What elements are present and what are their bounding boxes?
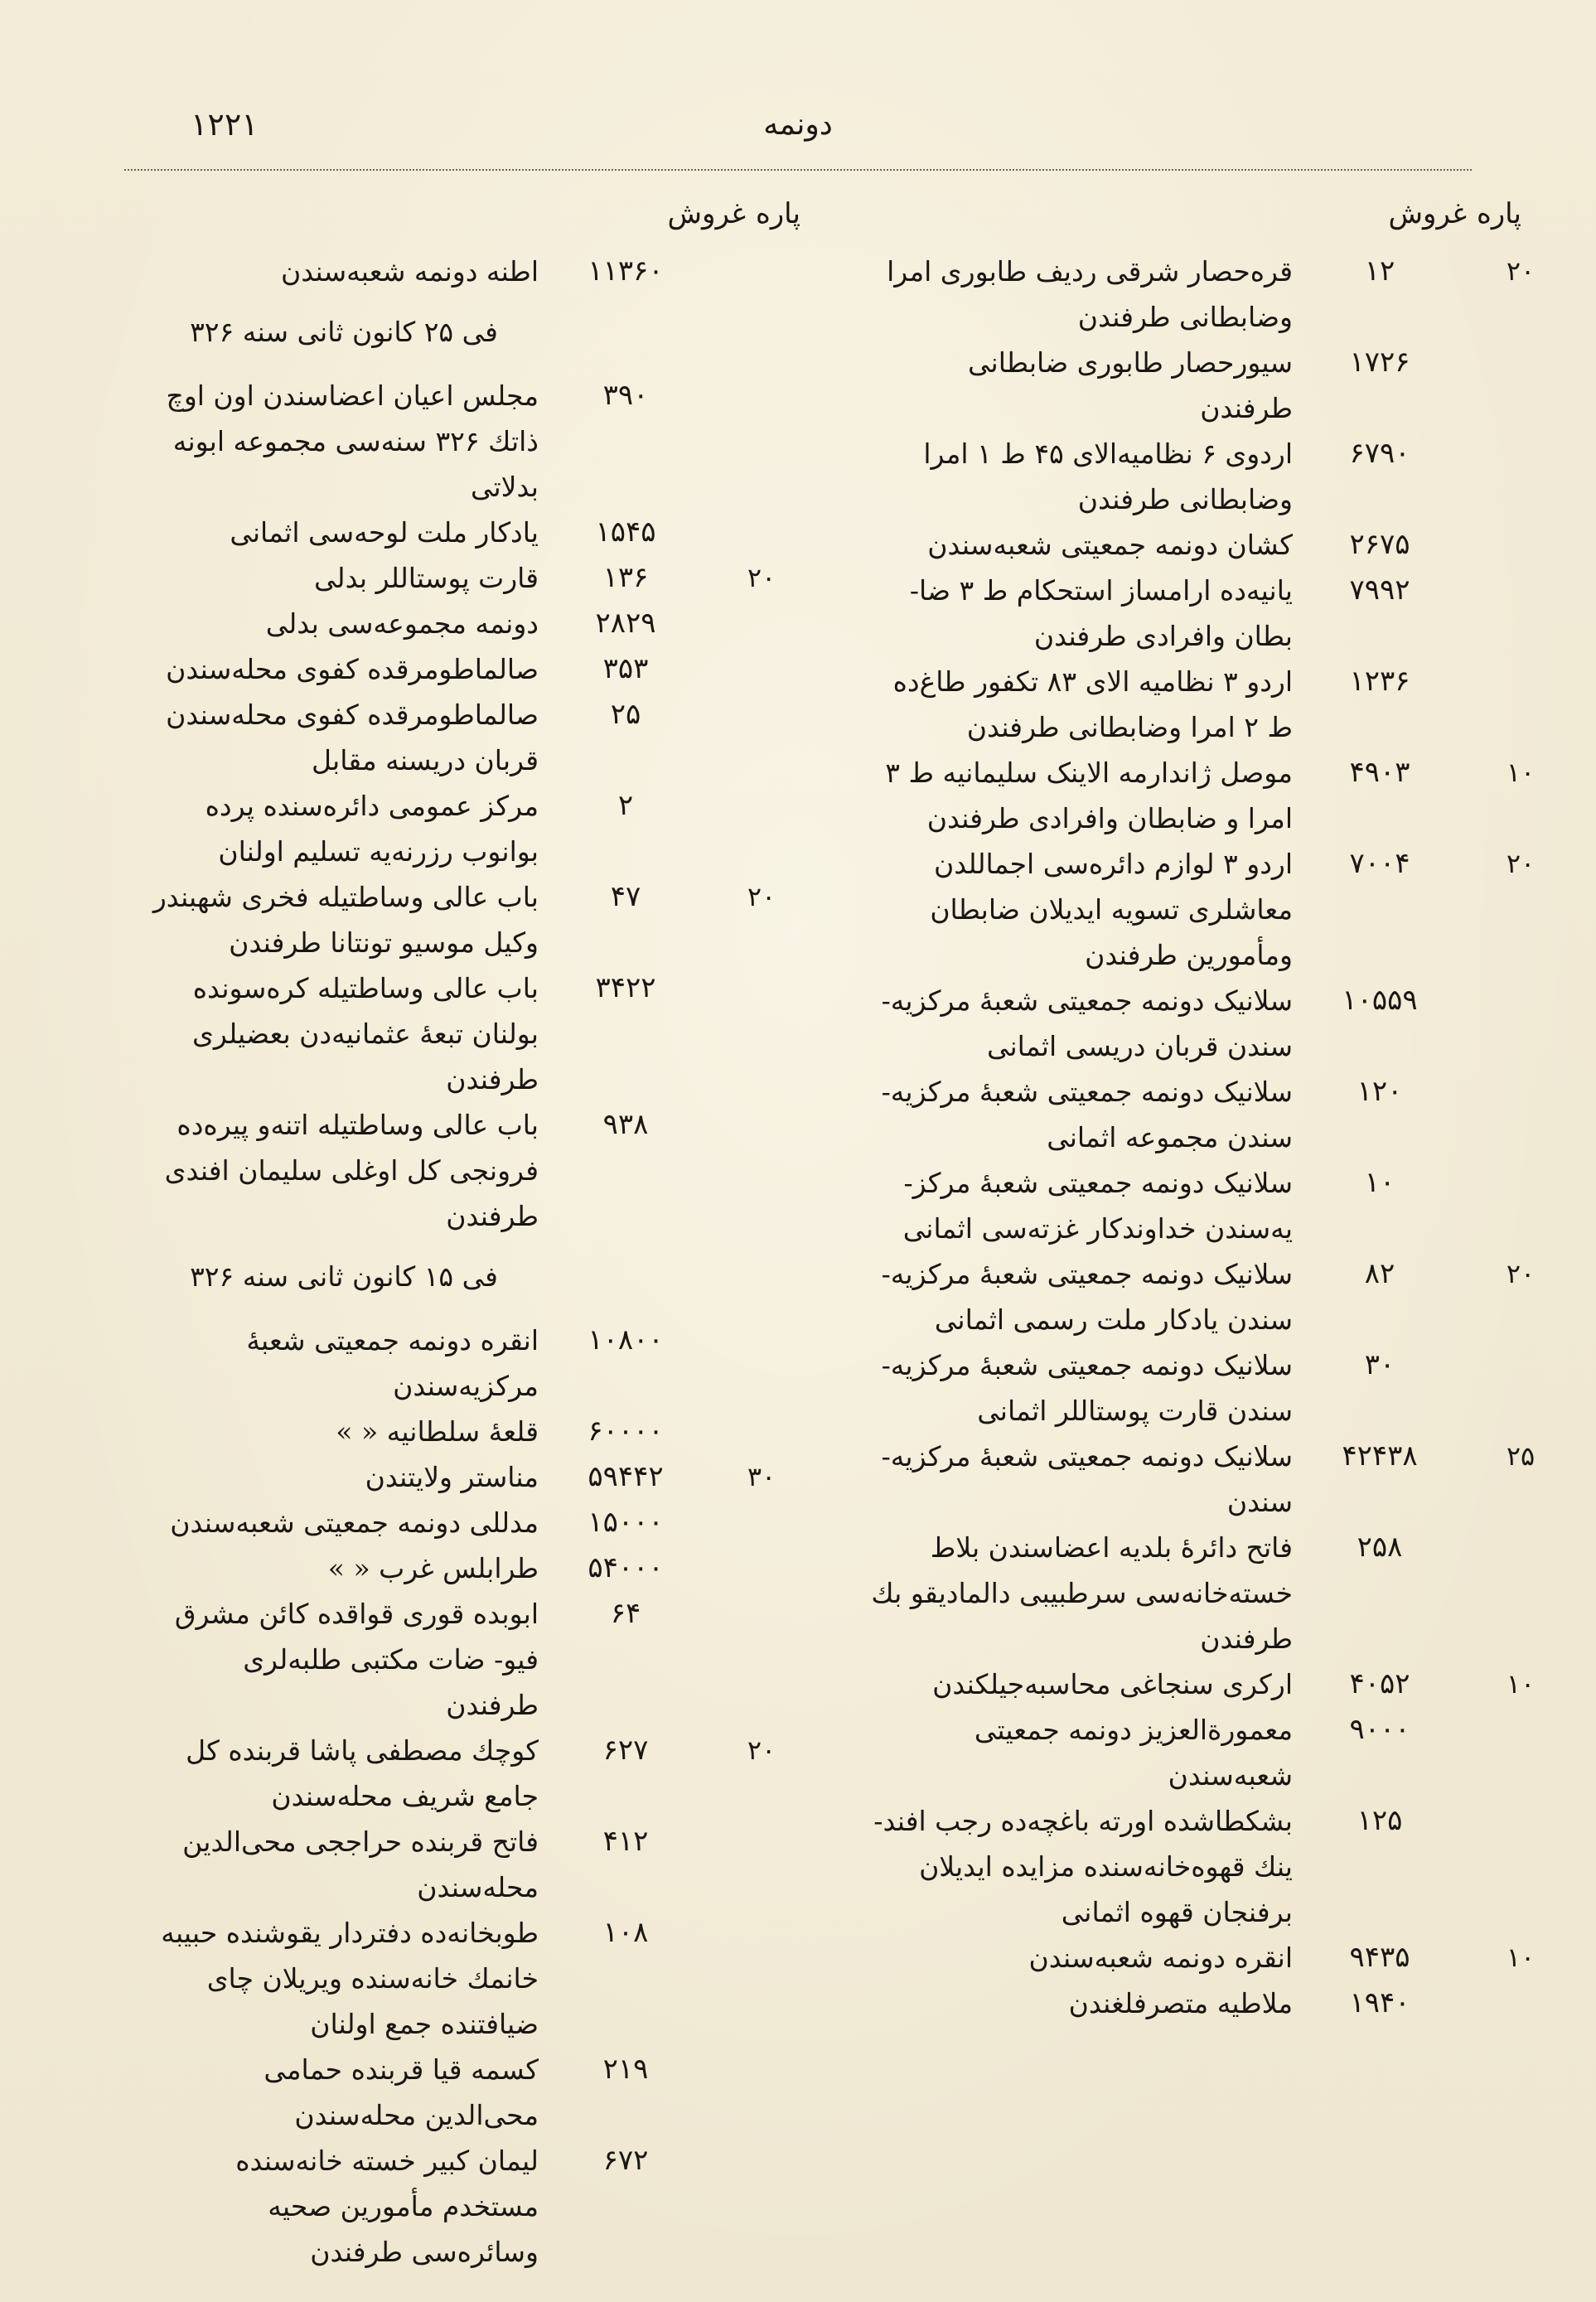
ghrush-header: غروش: [1388, 197, 1467, 230]
ghrush-amount: ۴۹۰۳: [1349, 756, 1410, 789]
ledger-entry: [149, 1102, 779, 1239]
ghrush-amount: ۲۸۲۹: [595, 607, 656, 640]
column-header: [149, 191, 800, 249]
date-heading: [149, 309, 779, 355]
ghrush-amount: ۷۰۰۴: [1349, 847, 1410, 880]
entry-description: طوبخانه‌ده دفتردار یقوشنده حبیبه خانمك خانه‌سنده ویریلان چای ضیافتنده جمع اولنان: [161, 1917, 539, 2040]
entry-description: مجلس اعیان اعضاسندن اون اوچ ذاتك ۳۲۶ سنه‌سی مجموعه ابونه بدلاتی: [166, 380, 539, 503]
header-rule: [124, 169, 1472, 171]
para-amount: ۳۰: [747, 1461, 776, 1492]
ghrush-amount: ۲۵: [610, 698, 641, 731]
ghrush-amount: ۱۹۴۰: [1349, 1986, 1410, 2019]
entry-description: باب عالی وساطتیله اتنه‌و پیره‌ده فرونجی کل اوغلی سلیمان افندی طرفندن: [164, 1109, 539, 1232]
ghrush-amount: ۱۷۲۶: [1349, 346, 1410, 379]
ghrush-amount: ۲۶۷۵: [1349, 528, 1410, 561]
ledger-entry: [870, 1661, 1536, 1707]
entry-description: ارکری سنجاغی محاسبه‌جیلکندن: [932, 1668, 1293, 1700]
ghrush-amount: ۲۱۹: [602, 2053, 649, 2086]
ledger-entry: [149, 1728, 779, 1819]
ledger-entry: [149, 692, 779, 783]
entry-description: اردو ۳ نظامیه الای ۸۳ تکفور طاغ‌ده ط ۲ امرا وضابطانی طرفندن: [892, 665, 1293, 743]
ledger-entry: [870, 249, 1536, 340]
para-amount: ۲۰: [747, 881, 776, 912]
ghrush-amount: ۱۲۳۶: [1349, 665, 1410, 698]
entry-description: کوچك مصطفی پاشا قربنده کل جامع شریف محله‌سندن: [186, 1734, 539, 1812]
ledger-entry: [149, 965, 779, 1102]
para-amount: ۱۰: [1506, 1668, 1536, 1700]
ledger-entry: [149, 555, 779, 601]
entry-description: باب عالی وساطتیله فخری شهبندر وکیل موسیو تونتانا طرفندن: [152, 881, 539, 959]
entry-description: سلانیک دونمه جمعیتی شعبهٔ مرکزیه- سندن مجموعه اثمانی: [881, 1076, 1293, 1153]
ghrush-amount: ۲۵۸: [1357, 1531, 1403, 1564]
ledger-entry: [870, 1525, 1500, 1661]
ledger-entry: [149, 1454, 779, 1500]
ledger-entry: [870, 1798, 1500, 1935]
ledger-entry: [149, 601, 779, 646]
entry-description: کسمه قیا قربنده حمامی محی‌الدین محله‌سندن: [264, 2053, 539, 2131]
right-column: [870, 191, 1536, 2026]
para-amount: ۱۰: [1506, 757, 1536, 788]
ghrush-amount: ۴۲۴۳۸: [1342, 1439, 1418, 1473]
entry-description: مدللی دونمه جمعیتی شعبه‌سندن: [170, 1506, 539, 1539]
ghrush-amount: ۱۵۰۰۰: [588, 1506, 664, 1539]
entry-description: سلانیک دونمه جمعیتی شعبهٔ مرکزیه- سندن قربان دریسی اثمانی: [881, 984, 1293, 1062]
ledger-entry: [870, 750, 1536, 841]
entry-description: فاتح دائرهٔ بلدیه اعضاسندن بلاط خسته‌خانه‌سی سرطبیبی دالمادیقو بك طرفندن: [871, 1531, 1293, 1655]
entry-description: قره‌حصار شرقی ردیف طابوری امرا وضابطانی طرفندن: [887, 255, 1293, 333]
ghrush-amount: ۳۴۲۲: [595, 971, 656, 1004]
ledger-entry: [149, 1500, 779, 1545]
ghrush-amount: ۷۹۹۲: [1349, 573, 1410, 607]
ledger-entry: [870, 1251, 1536, 1342]
para-amount: ۱۰: [1506, 1942, 1536, 1973]
ledger-entry: [149, 1910, 779, 2047]
ghrush-amount: ۶۰۰۰۰: [588, 1415, 664, 1448]
ledger-entry: [149, 783, 779, 874]
entry-description: قلعهٔ سلطانیه « »: [336, 1415, 539, 1448]
ledger-entry: [149, 1409, 779, 1454]
ghrush-amount: ۳۰: [1364, 1348, 1395, 1381]
entry-description: لیمان کبیر خسته خانه‌سنده مستخدم مأمورین صحیه وسائره‌سی طرفندن: [235, 2145, 539, 2268]
entry-description: سلانیک دونمه جمعیتی شعبهٔ مرکزیه- سندن: [881, 1440, 1293, 1518]
ghrush-amount: ۱۰۵۵۹: [1342, 984, 1418, 1017]
page-header: [124, 106, 1472, 164]
entry-description: سلانیک دونمه جمعیتی شعبهٔ مرکز- یه‌سندن خداوندکار غزته‌سی اثمانی: [902, 1167, 1293, 1245]
ledger-entry: [870, 1434, 1536, 1525]
ledger-entry: [870, 978, 1500, 1069]
ghrush-amount: ۵۹۴۴۲: [588, 1460, 664, 1493]
ghrush-amount: ۱۵۴۵: [595, 515, 656, 549]
left-entries: [149, 249, 779, 2275]
ledger-entry: [149, 1545, 779, 1591]
entry-description: طرابلس غرب « »: [327, 1552, 539, 1584]
ghrush-amount: ۳۹۰: [602, 379, 649, 412]
entry-description: سیورحصار طابوری ضابطانی طرفندن: [968, 346, 1293, 424]
entry-description: اردوی ۶ نظامیه‌الای ۴۵ ط ۱ امرا وضابطانی طرفندن: [923, 438, 1293, 515]
entry-description: باب عالی وساطتیله کره‌سونده بولنان تبعهٔ عثمانیه‌دن بعضیلری طرفندن: [192, 972, 539, 1095]
ghrush-amount: ۱۱۳۶۰: [588, 254, 664, 288]
ghrush-amount: ۱۰۸۰۰: [588, 1323, 664, 1357]
left-column: [149, 191, 800, 2275]
ledger-entry: [870, 1069, 1500, 1160]
para-header: پاره: [755, 197, 800, 230]
ledger-entry: [149, 646, 779, 692]
entry-description: اردو ۳ لوازم دائره‌سی اجماللدن معاشلری تسویه ایدیلان ضابطان ومأمورین طرفندن: [930, 848, 1293, 971]
ledger-entry: [870, 1980, 1500, 2026]
ghrush-amount: ۴۱۲: [602, 1825, 649, 1858]
date-text: فی ۱۵ کانون ثانی سنه ۳۲۶: [190, 1260, 498, 1293]
para-amount: ۲۰: [1506, 848, 1536, 879]
ghrush-header: غروش: [667, 197, 746, 230]
ghrush-amount: ۱۳۶: [602, 561, 649, 594]
ghrush-amount: ۶۷۲: [602, 2144, 649, 2177]
para-amount: ۲۰: [747, 1734, 776, 1766]
entry-description: انقره دونمه شعبه‌سندن: [1028, 1942, 1293, 1974]
entry-description: یادکار ملت لوحه‌سی اثمانی: [230, 516, 539, 549]
ghrush-amount: ۱۰: [1364, 1166, 1395, 1199]
entry-description: انقره دونمه جمعیتی شعبهٔ مرکزیه‌سندن: [246, 1324, 539, 1402]
right-entries: [870, 249, 1536, 2026]
ledger-entry: [870, 659, 1500, 750]
ledger-entry: [149, 1591, 779, 1728]
ledger-entry: [149, 1819, 779, 1910]
ledger-entry: [149, 1318, 779, 1409]
ghrush-amount: ۶۴: [610, 1597, 641, 1630]
ledger-entry: [870, 1160, 1500, 1251]
entry-description: سلانیک دونمه جمعیتی شعبهٔ مرکزیه- سندن یادکار ملت رسمی اثمانی: [881, 1258, 1293, 1336]
entry-description: معمورة‌العزیز دونمه جمعیتی شعبه‌سندن: [974, 1714, 1293, 1792]
ghrush-amount: ۴۷: [610, 880, 641, 913]
ledger-entry: [149, 510, 779, 555]
entry-description: اطنه دونمه شعبه‌سندن: [280, 255, 539, 288]
ghrush-amount: ۹۴۳۵: [1349, 1941, 1410, 1974]
ghrush-amount: ۲: [617, 789, 634, 822]
entry-description: ابوبده قوری قواقده کائن مشرق فیو- ضات مکتبی طلبه‌لری طرفندن: [174, 1598, 539, 1721]
entry-description: صالماطومرقده کفوی محله‌سندن: [166, 653, 539, 685]
entry-description: بشکطاشده اورته باغچه‌ده رجب افند- ینك قهوه‌خانه‌سنده مزایده ایدیلان برفنجان قهوه اثمانی: [873, 1805, 1293, 1928]
para-amount: ۲۰: [1506, 1258, 1536, 1289]
para-header: پاره: [1476, 197, 1521, 230]
ghrush-amount: ۴۰۵۲: [1349, 1667, 1410, 1700]
column-header: [870, 191, 1521, 249]
entry-description: یانیه‌ده ارامساز استحکام ط ۳ ضا- بطان وافرادی طرفندن: [909, 574, 1293, 652]
ghrush-amount: ۶۲۷: [602, 1734, 649, 1767]
para-amount: ۲۵: [1506, 1440, 1536, 1472]
ledger-entry: [870, 1342, 1500, 1434]
ghrush-amount: ۹۳۸: [602, 1108, 649, 1141]
date-heading: [149, 1254, 779, 1299]
entry-description: فاتح قربنده حراججی محی‌الدین محله‌سندن: [182, 1826, 539, 1903]
entry-description: ملاطیه متصرفلغندن: [1068, 1987, 1293, 2019]
ledger-entry: [870, 431, 1500, 522]
ledger-entry: [149, 2138, 779, 2275]
ledger-entry: [870, 340, 1500, 431]
ledger-entry: [149, 874, 779, 965]
date-text: فی ۲۵ کانون ثانی سنه ۳۲۶: [190, 316, 498, 348]
entry-description: موصل ژاندارمه الاینک سلیمانیه ط ۳ امرا و ضابطان وافرادی طرفندن: [885, 757, 1293, 834]
ledger-entry: [870, 841, 1536, 978]
ledger-entry: [870, 522, 1500, 568]
entry-description: قارت پوستاللر بدلی: [314, 562, 539, 594]
ghrush-amount: ۱۲: [1364, 254, 1395, 288]
ghrush-amount: ۱۰۸: [602, 1916, 649, 1949]
entry-description: سلانیک دونمه جمعیتی شعبهٔ مرکزیه- سندن قارت پوستاللر اثمانی: [881, 1349, 1293, 1427]
ledger-entry: [870, 1707, 1500, 1798]
entry-description: کشان دونمه جمعیتی شعبه‌سندن: [927, 529, 1293, 561]
entry-description: صالماطومرقده کفوی محله‌سندن قربان دریسنه مقابل: [166, 699, 539, 776]
page-number: ۱۲۲۱: [191, 106, 259, 143]
ghrush-amount: ۱۲۵: [1357, 1804, 1403, 1837]
ghrush-amount: ۱۲۰: [1357, 1075, 1403, 1108]
para-amount: ۲۰: [747, 562, 776, 593]
para-amount: ۲۰: [1506, 255, 1536, 287]
ledger-entry: [149, 373, 779, 510]
ghrush-amount: ۶۷۹۰: [1349, 437, 1410, 470]
ledger-entry: [149, 249, 779, 294]
running-title: دونمه: [763, 108, 833, 142]
entry-description: مرکز عمومی دائره‌سنده پرده بوانوب رزرنه‌یه تسلیم اولنان: [205, 790, 539, 868]
ledger-entry: [149, 2047, 779, 2138]
entry-description: دونمه مجموعه‌سی بدلی: [265, 607, 539, 640]
ledger-entry: [870, 1935, 1536, 1980]
ghrush-amount: ۹۰۰۰: [1349, 1713, 1410, 1746]
entry-description: مناستر ولایتندن: [365, 1461, 539, 1493]
ghrush-amount: ۳۵۳: [602, 652, 649, 685]
ledger-entry: [870, 568, 1500, 659]
ghrush-amount: ۸۲: [1364, 1257, 1395, 1290]
ghrush-amount: ۵۴۰۰۰: [588, 1551, 664, 1584]
